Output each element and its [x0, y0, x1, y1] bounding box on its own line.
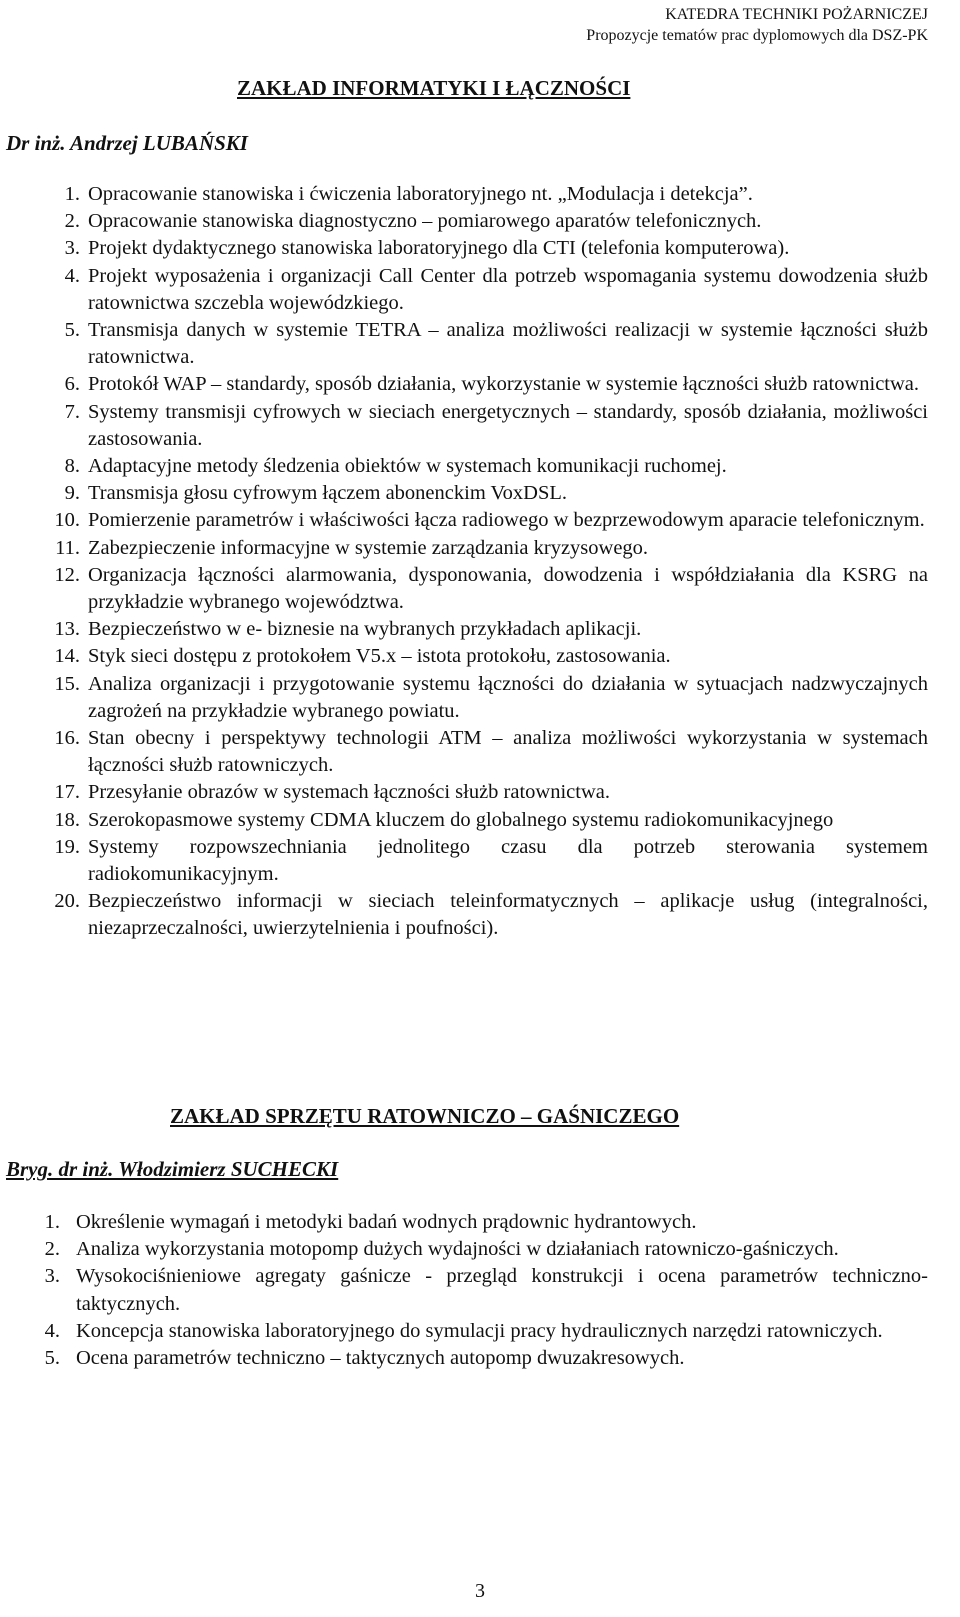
header-subtitle: Propozycje tematów prac dyplomowych dla DSZ-PK [586, 27, 928, 44]
topic-text: Bezpieczeństwo informacji w sieciach teleinformatycznych – aplikacje usług (integralności, niezaprzeczalności, uwierzytelnienia i poufności). [88, 890, 928, 940]
topic-item [40, 371, 928, 398]
topic-number: 14. [54, 645, 80, 668]
topic-text: Zabezpieczenie informacyjne w systemie zarządzania kryzysowego. [88, 536, 649, 559]
topic-number: 11. [55, 536, 80, 559]
topic-item [30, 1318, 928, 1345]
section-title-rescue-equipment: ZAKŁAD SPRZĘTU RATOWNICZO – GAŚNICZEGO [170, 1104, 680, 1128]
topic-item [40, 208, 928, 235]
topic-text: Protokół WAP – standardy, sposób działania, wykorzystanie w systemie łączności służb ratownictwa. [88, 373, 920, 396]
topic-text: Ocena parametrów techniczno – taktycznych autopomp dwuzakresowych. [76, 1347, 685, 1370]
topic-number: 5. [64, 319, 80, 342]
topic-text: Organizacja łączności alarmowania, dysponowania, dowodzenia i współdziałania dla KSRG na przykładzie wybranego województwa. [88, 563, 928, 614]
topic-list-informatics [40, 181, 928, 943]
topic-number: 4. [44, 1319, 60, 1342]
topic-item [40, 535, 928, 562]
header-department: KATEDRA TECHNIKI POŻARNICZEJ [665, 6, 928, 23]
topic-item [30, 1263, 928, 1317]
topic-number: 15. [54, 672, 80, 695]
topic-text: Wysokociśnieniowe agregaty gaśnicze - przegląd konstrukcji i ocena parametrów techniczno-taktycznych. [76, 1265, 928, 1315]
topic-text: Transmisja głosu cyfrowym łączem abonenckim VoxDSL. [88, 482, 568, 505]
topic-number: 3. [64, 237, 80, 260]
topic-item [40, 643, 928, 670]
topic-item [40, 399, 928, 453]
topic-item [40, 263, 928, 317]
topic-text: Opracowanie stanowiska diagnostyczno – pomiarowego aparatów telefonicznych. [88, 210, 762, 233]
topic-number: 8. [64, 455, 80, 478]
topic-number: 7. [64, 400, 80, 423]
topic-number: 20. [54, 890, 80, 913]
topic-number: 1. [64, 183, 80, 205]
topic-item [30, 1209, 928, 1236]
topic-text: Bezpieczeństwo w e- biznesie na wybranych przykładach aplikacji. [88, 618, 642, 641]
topic-text: Opracowanie stanowiska i ćwiczenia laboratoryjnego nt. „Modulacja i detekcja”. [88, 183, 753, 205]
topic-number: 13. [54, 618, 80, 641]
topic-item [40, 507, 928, 534]
topic-item [40, 181, 928, 208]
topic-number: 17. [54, 781, 80, 804]
topic-number: 1. [44, 1211, 60, 1233]
topic-number: 9. [64, 482, 80, 505]
topic-item [40, 235, 928, 262]
author-lubanski: Dr inż. Andrzej LUBAŃSKI [6, 131, 248, 155]
topic-text: Transmisja danych w systemie TETRA – analiza możliwości realizacji w systemie łączności służb ratownictwa. [88, 319, 928, 369]
topic-number: 5. [44, 1347, 60, 1370]
topic-item [40, 725, 928, 779]
topic-text: Projekt dydaktycznego stanowiska laboratoryjnego dla CTI (telefonia komputerowa). [88, 237, 790, 260]
topic-item [40, 834, 928, 888]
topic-number: 18. [54, 808, 80, 831]
topic-item [40, 616, 928, 643]
topic-number: 16. [54, 727, 80, 750]
page-header [586, 4, 928, 46]
topic-item [40, 562, 928, 616]
topic-item [40, 779, 928, 806]
topic-number: 2. [64, 210, 80, 233]
topic-item [40, 317, 928, 371]
topic-list-rescue-equipment [30, 1209, 928, 1372]
topic-text: Systemy rozpowszechniania jednolitego czasu dla potrzeb sterowania systemem radiokomunikacyjnym. [88, 835, 928, 886]
topic-item [40, 671, 928, 725]
author-suchecki: Bryg. dr inż. Włodzimierz SUCHECKI [6, 1157, 339, 1181]
topic-item [40, 453, 928, 480]
topic-number: 4. [64, 264, 80, 287]
section-title-informatics: ZAKŁAD INFORMATYKI I ŁĄCZNOŚCI [237, 76, 631, 100]
topic-item [40, 888, 928, 942]
topic-text: Systemy transmisji cyfrowych w sieciach energetycznych – standardy, sposób działania, możliwości zastosowania. [88, 400, 928, 450]
topic-text: Styk sieci dostępu z protokołem V5.x – istota protokołu, zastosowania. [88, 645, 671, 668]
topic-text: Analiza organizacji i przygotowanie systemu łączności do działania w sytuacjach nadzwyczajnych zagrożeń na przykładzie wybranego powiatu. [88, 672, 928, 722]
topic-text: Adaptacyjne metody śledzenia obiektów w systemach komunikacji ruchomej. [88, 455, 727, 478]
topic-number: 10. [54, 509, 80, 532]
topic-item [30, 1345, 928, 1372]
topic-item [40, 807, 928, 834]
topic-text: Przesyłanie obrazów w systemach łączności służb ratownictwa. [88, 781, 610, 804]
topic-text: Pomierzenie parametrów i właściwości łącza radiowego w bezprzewodowym aparacie telefonicznym. [88, 509, 925, 532]
topic-number: 19. [54, 835, 80, 858]
topic-number: 6. [64, 373, 80, 396]
topic-text: Określenie wymagań i metodyki badań wodnych prądownic hydrantowych. [76, 1211, 697, 1233]
page-number: 3 [475, 1580, 485, 1602]
topic-text: Koncepcja stanowiska laboratoryjnego do symulacji pracy hydraulicznych narzędzi ratowniczych. [76, 1319, 883, 1342]
topic-text: Szerokopasmowe systemy CDMA kluczem do globalnego systemu radiokomunikacyjnego [88, 808, 834, 831]
topic-item [30, 1236, 928, 1263]
topic-number: 12. [54, 563, 80, 586]
topic-text: Stan obecny i perspektywy technologii ATM – analiza możliwości wykorzystania w systemach łączności służb ratowniczych. [88, 727, 928, 777]
topic-item [40, 480, 928, 507]
topic-number: 3. [44, 1265, 60, 1288]
topic-number: 2. [44, 1238, 60, 1261]
topic-text: Analiza wykorzystania motopomp dużych wydajności w działaniach ratowniczo-gaśniczych. [76, 1238, 839, 1261]
topic-text: Projekt wyposażenia i organizacji Call Center dla potrzeb wspomagania systemu dowodzenia służb ratownictwa szczebla wojewódzkiego. [88, 264, 928, 314]
